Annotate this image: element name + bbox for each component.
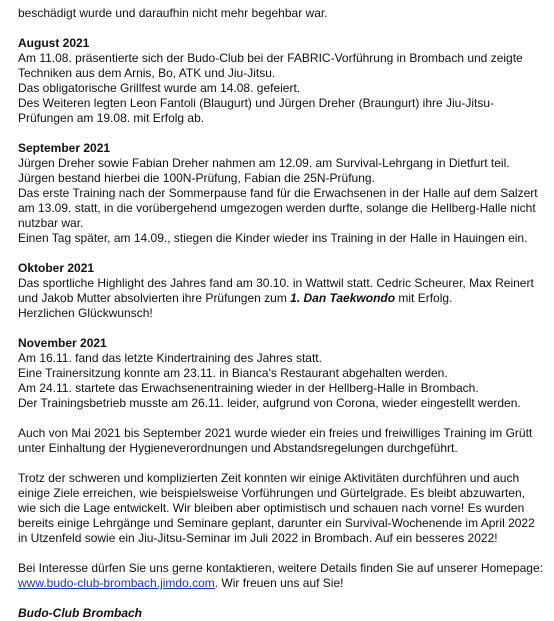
text-line: Der Trainingsbetrieb musste am 26.11. leider, aufgrund von Corona, wieder eingestellt werden. — [18, 396, 521, 410]
intro-line: beschädigt wurde und daraufhin nicht mehr begehbar war. — [18, 6, 328, 20]
section-heading: August 2021 — [18, 36, 90, 50]
text-line — [18, 576, 542, 591]
section-heading: September 2021 — [18, 141, 111, 155]
text-line: Jürgen Dreher sowie Fabian Dreher nahmen am 12.09. am Survival-Lehrgang in Dietfurt teil. — [18, 156, 510, 170]
text-line: einige Ziele erreichen, wie beispielsweise Vorführungen und Gürtelgrade. Es bleibt abzuwarten, — [18, 486, 525, 500]
text-line: am 13.09. statt, in die vorübergehend umgezogen werden durfte, solange die Hellberg-Halle nicht — [18, 201, 536, 215]
text-line: wie sich die Lage entwickelt. Wir bleiben aber optimistisch und schauen nach vorne! Es wurden — [18, 501, 525, 515]
homepage-link[interactable]: www.budo-club-brombach.jimdo.com — [18, 576, 215, 590]
text-line: Am 24.11. startete das Erwachsenentraining wieder in der Hellberg-Halle in Brombach. — [18, 381, 479, 395]
text-line: Einen Tag später, am 14.09., stiegen die Kinder wieder ins Training in der Halle in Hauingen ein. — [18, 231, 528, 245]
text-line: Am 16.11. fand das letzte Kindertraining des Jahres statt. — [18, 351, 322, 365]
text-line: Auch von Mai 2021 bis September 2021 wurde wieder ein freies und freiwilliges Training im Grütt — [18, 426, 533, 440]
text-span: und Jakob Mutter absolvierten ihre Prüfungen zum — [18, 291, 291, 305]
section-august-2021 — [18, 36, 542, 126]
section-september-2021 — [18, 141, 542, 246]
text-line: Techniken aus dem Arnis, Bo, ATK und Jiu-Jitsu. — [18, 66, 276, 80]
text-line: Bei Interesse dürfen Sie uns gerne kontaktieren, weitere Details finden Sie auf unserer Homepage: — [18, 561, 543, 575]
text-line: Prüfungen am 19.08. mit Erfolg ab. — [18, 111, 205, 125]
section-oktober-2021 — [18, 261, 542, 321]
text-span: mit Erfolg. — [395, 291, 453, 305]
text-line: bereits einige Lehrgänge und Seminare geplant, darunter ein Survival-Wochenende im April 2022 — [18, 516, 535, 530]
text-line: Eine Trainersitzung konnte am 23.11. in Bianca's Restaurant abgehalten werden. — [18, 366, 448, 380]
text-line: Jürgen bestand hierbei die 100N-Prüfung, Fabian die 25N-Prüfung. — [18, 171, 375, 185]
section-heading: November 2021 — [18, 336, 107, 350]
text-line: Des Weiteren legten Leon Fantoli (Blaugurt) und Jürgen Dreher (Braungurt) ihre Jiu-Jitsu- — [18, 96, 495, 110]
text-span: . Wir freuen uns auf Sie! — [214, 576, 344, 590]
text-line: unter Einhaltung der Hygieneverordnungen und Abstandsregelungen durchgeführt. — [18, 441, 458, 455]
emphasis-text: 1. Dan Taekwondo — [290, 291, 396, 305]
text-line: Herzlichen Glückwunsch! — [18, 306, 153, 320]
paragraph-training — [18, 426, 542, 456]
text-line: Das sportliche Highlight des Jahres fand am 30.10. in Wattwil statt. Cedric Scheurer, Max Reinert — [18, 276, 534, 290]
section-november-2021 — [18, 336, 542, 411]
text-line — [18, 291, 542, 306]
signature: Budo-Club Brombach — [18, 606, 142, 620]
text-line: in Utzenfeld sowie ein Jiu-Jitsu-Seminar im Juli 2022 in Brombach. Auf ein besseres 2022! — [18, 531, 498, 545]
paragraph-outlook — [18, 471, 542, 546]
text-line: Trotz der schweren und komplizierten Zeit konnten wir einige Aktivitäten durchführen und auch — [18, 471, 520, 485]
text-line: Das erste Training nach der Sommerpause fand für die Erwachsenen in der Halle auf dem Salzert — [18, 186, 538, 200]
text-line: Am 11.08. präsentierte sich der Budo-Club bei der FABRIC-Vorführung in Brombach und zeigte — [18, 51, 523, 65]
intro-text — [18, 6, 542, 21]
text-line: Das obligatorische Grillfest wurde am 14.08. gefeiert. — [18, 81, 301, 95]
section-heading: Oktober 2021 — [18, 261, 95, 275]
paragraph-contact — [18, 561, 542, 591]
text-line: nutzbar war. — [18, 216, 84, 230]
